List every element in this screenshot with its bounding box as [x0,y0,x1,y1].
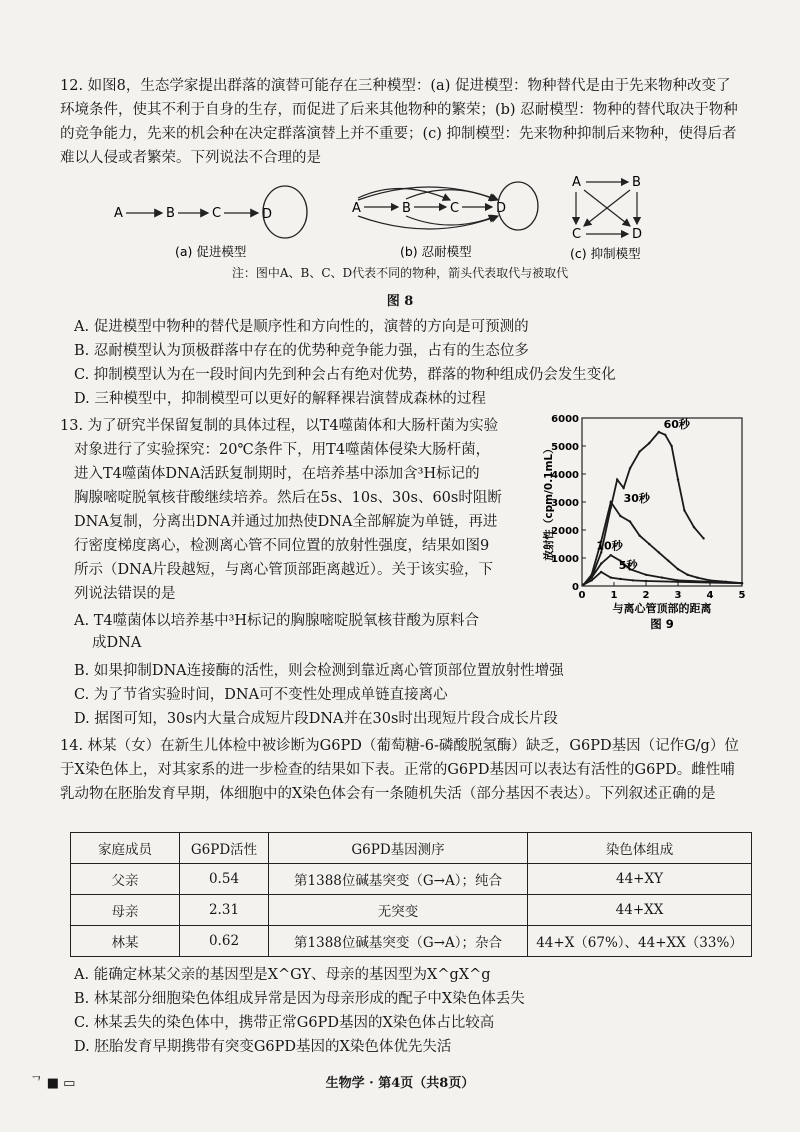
q13-option-a-line1: A. T4噬菌体以培养基中³H标记的胸腺嘧啶脱氧核苷酸为原料合 [74,613,480,629]
figure-8-label: 图 8 [386,294,414,309]
series-line [584,555,742,584]
data-point [632,579,634,581]
data-point [677,568,679,570]
data-point [590,579,592,581]
data-point [648,543,650,545]
table-cell: 44+XY [528,864,752,895]
q13-stem-line: 行密度梯度离心，检测离心管不同位置的放射性强度，结果如图9 [74,538,490,554]
table-cell: 第1388位碱基突变（G→A）；杂合 [269,926,528,957]
table-header: 家庭成员 [71,833,180,864]
q13-stem-line: 进入T4噬菌体DNA活跃复制期时，在培养基中添加含³H标记的 [74,466,480,482]
q14-option-a: A. 能确定林某父亲的基因型是X^GY、母亲的基因型为X^gX^g [74,967,491,983]
table-header: G6PD活性 [180,833,269,864]
data-point [645,574,647,576]
table-cell: 0.54 [180,864,269,895]
data-point [667,560,669,562]
node-c: C [212,206,222,221]
q14-option-c: C. 林某丢失的染色体中，携带正常G6PD基因的X染色体占比较高 [74,1015,495,1031]
table-cell: 0.62 [180,926,269,957]
data-point [693,526,695,528]
table-header-row [71,833,752,864]
table-cell: 父亲 [71,864,180,895]
figure-8-note: 注：图中A、B、C、D代表不同的物种，箭头代表取代与被取代 [231,266,569,280]
q12-option-c: C. 抑制模型认为在一段时间内先到种会占有绝对优势，群落的物种组成仍会发生变化 [74,367,616,383]
y-tick-label: 6000 [551,414,579,425]
q13-stem-line: 13. 为了研究半保留复制的具体过程，以T4噬菌体和大肠杆菌为实验 [60,418,499,434]
fig-a-facilitation-model [114,186,307,259]
table-cell: 第1388位碱基突变（G→A）；纯合 [269,864,528,895]
data-point [610,501,612,503]
x-tick-label: 3 [674,590,682,601]
table-row [71,926,752,957]
data-point [683,509,685,511]
x-tick-label: 0 [578,590,586,601]
data-point [658,551,660,553]
data-point [622,487,624,489]
node-d: D [632,227,643,242]
node-b: B [402,201,411,216]
node-d: D [262,207,273,222]
q12-stem: 12. 如图8，生态学家提出群落的演替可能存在三种模型：(a) 促进模型：物种替代是由于先来物种改变了环境条件，使其不利于自身的生存，而促进了后来其他物种的繁荣；(b) 忍耐模型：物种的替代取决于物种的竞争能力，先来的机会种在决定群落演替上并不重要；(c) 抑制模型：先来物种抑制后来物种，使得后者难以人侵或者繁荣。下列说法不合理的是 [60,78,738,166]
data-point [610,554,612,556]
plot-frame [582,418,742,586]
fig-b-caption: (b) 忍耐模型 [400,244,472,259]
data-point [741,582,743,584]
series-label: 60秒 [663,417,690,431]
data-point [629,467,631,469]
data-point [610,576,612,578]
data-point [582,583,584,585]
q14-option-d: D. 胚胎发育早期携带有突变G6PD基因的X染色体优先失活 [74,1039,452,1055]
y-tick-label: 4000 [551,470,579,481]
y-axis-label: 放射性（cpm/0.1mL） [543,443,555,561]
data-point [661,576,663,578]
x-tick-label: 4 [706,590,714,601]
table-cell: 母亲 [71,895,180,926]
page-footer: 生物学 · 第4页（共8页） [325,1076,475,1091]
q13-stem-line: DNA复制，分离出DNA并通过加热使DNA全部解旋为单链，再进 [74,514,498,530]
data-point [616,478,618,480]
y-tick-label: 5000 [551,442,579,453]
q13-stem-line: 胸腺嘧啶脱氧核苷酸继续培养。然后在5s、10s、30s、60s时阻断 [74,490,502,506]
y-tick-label: 1000 [551,554,579,565]
q13-stem-line: 对象进行了实验探究：20℃条件下，用T4噬菌体侵染大肠杆菌， [74,442,491,458]
q13-stem-line: 列说法错误的是 [74,586,176,602]
q12-option-a: A. 促进模型中物种的替代是顺序性和方向性的，演替的方向是可预测的 [74,319,529,335]
data-point [686,574,688,576]
data-point [658,431,660,433]
x-tick-label: 1 [610,590,618,601]
data-point [645,580,647,582]
table-cell: 44+X（67%）、44+XX（33%） [528,926,752,957]
q13-option-d: D. 据图可知，30s内大量合成短片段DNA并在30s时出现短片段合成长片段 [74,711,558,727]
q13-option-b: B. 如果抑制DNA连接酶的活性，则会检测到靠近离心管顶部位置放射性增强 [74,663,564,679]
g6pd-table [70,832,752,957]
data-point [677,478,679,480]
x-tick-label: 2 [642,590,650,601]
data-point [629,520,631,522]
x-axis-label: 与离心管顶部的距离 [612,602,712,615]
node-b: B [166,206,175,221]
q13-option-a [74,610,544,654]
data-point [619,515,621,517]
series-label: 30秒 [623,492,650,505]
table-cell: 无突变 [269,895,528,926]
figure-9-chart [540,410,760,640]
data-point [670,445,672,447]
series-label: 5秒 [618,559,638,573]
data-point [600,571,602,573]
table-header: G6PD基因测序 [269,833,528,864]
q13-option-a-line2: 成DNA [92,635,142,651]
node-a: A [352,201,361,216]
data-point [638,450,640,452]
data-point [677,581,679,583]
node-c: C [450,201,460,216]
fig-c-inhibition-model [570,175,642,261]
node-d: D [496,201,507,216]
table-cell: 44+XX [528,895,752,926]
data-point [709,581,711,583]
data-point [638,534,640,536]
q13-stem [60,414,540,606]
node-a: A [572,175,581,190]
y-tick-label: 2000 [551,526,579,537]
data-point [590,576,592,578]
table-header: 染色体组成 [528,833,752,864]
data-point [664,434,666,436]
footer-marks: ᄀ ■ ▭ [30,1076,76,1091]
fig-a-caption: (a) 促进模型 [175,244,247,259]
q12-option-d: D. 三种模型中，抑制模型可以更好的解释裸岩演替成森林的过程 [74,391,486,407]
data-point [600,562,602,564]
x-tick-label: 5 [738,590,746,601]
node-a: A [114,206,123,221]
table-row [71,864,752,895]
q13-stem-line: 所示（DNA片段越短，与离心管顶部距离越近）。关于该实验，下 [74,562,494,578]
figure-9-label: 图 9 [650,617,674,631]
q12-option-b: B. 忍耐模型认为顶极群落中存在的优势种竞争能力强，占有的生态位多 [74,343,529,359]
node-b: B [632,175,641,190]
series-line [584,432,704,585]
q13-option-c: C. 为了节省实验时间，DNA可不变性处理成单链直接离心 [74,687,448,703]
fig-c-caption: (c) 抑制模型 [570,246,641,261]
table-cell: 林某 [71,926,180,957]
data-point [696,576,698,578]
data-point [648,442,650,444]
table-row [71,895,752,926]
table-cell: 2.31 [180,895,269,926]
data-point [702,537,704,539]
q14-option-b: B. 林某部分细胞染色体组成异常是因为母亲形成的配子中X染色体丢失 [74,991,525,1007]
y-tick-label: 3000 [551,498,579,509]
node-c: C [572,227,582,242]
q14-stem: 14. 林某（女）在新生儿体检中被诊断为G6PD（葡萄糖-6-磷酸脱氢酶）缺乏，G6PD基因（记作G/g）位于X染色体上，对其家系的进一步检查的结果如下表。正常的G6PD基因可以表达有活性的G6PD。雌性哺乳动物在胚胎发育早期，体细胞中的X染色体会有一条随机失活（部分基因不表达）。下列叙述正确的是 [60,738,739,802]
fig-b-tolerance-model [352,182,538,259]
y-tick-label: 0 [572,582,579,593]
data-point [619,578,621,580]
series-label: 10秒 [596,539,623,553]
